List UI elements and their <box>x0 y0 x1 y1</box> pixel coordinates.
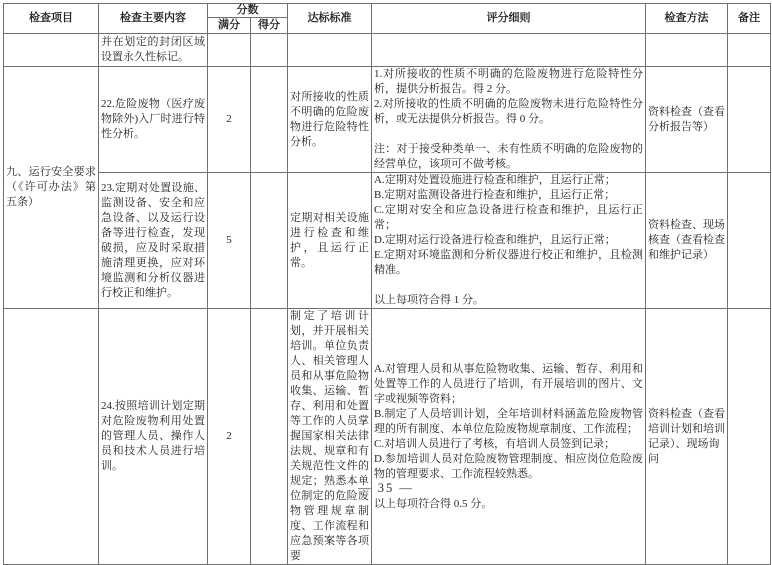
full-score-cell-24: 2 <box>208 309 251 565</box>
remark-cell-24 <box>728 309 771 565</box>
full-score-cell-23: 5 <box>208 173 251 309</box>
content-cell-23: 23.定期对处置设施、监测设备、安全和应急设备、以及运行设备等进行检查，发现破损，应及时采取措施清理更换，应对环境监测和分析仪器进行校正和维护。 <box>99 173 208 309</box>
header-standard: 达标标准 <box>288 4 372 34</box>
got-score-cell-empty <box>251 34 288 67</box>
remark-cell-22 <box>728 67 771 173</box>
header-main-content: 检查主要内容 <box>99 4 208 34</box>
full-score-cell-22: 2 <box>208 67 251 173</box>
got-score-cell-22 <box>251 67 288 173</box>
category-cell: 九、运行安全要求（《许可办法》第五条） <box>4 67 99 309</box>
header-score-group: 分数 <box>208 4 288 18</box>
remark-cell-23 <box>728 173 771 309</box>
header-scoring-rules: 评分细则 <box>372 4 646 34</box>
table-row-item-23 <box>4 173 771 309</box>
rules-cell-23: A.定期对处置设施进行检查和维护，且运行正常； B.定期对监测设备进行检查和维护，且运行正常； C.定期对安全和应急设备进行检查和维护，且运行正常； D.定期对运行设备进行检查和维护，且运行正常； E.定期对环境监测和分析仪器进行校正和维护，且检测精准。 以上每项符合得 1 分。 <box>372 173 646 309</box>
header-got-score: 得分 <box>251 18 288 34</box>
header-row-1 <box>4 4 771 18</box>
standard-cell-24: 制定了培训计划，并开展相关培训。单位负责人、相关管理人员和从事危险物收集、运输、暂存、利用和处置等工作的人员掌握国家相关法律法规、规章和有关规范性文件的规定；熟悉本单位制定的危险废物管理规章制度、工作流程和应急预案等各项要 <box>288 309 372 565</box>
remark-cell-empty <box>728 34 771 67</box>
method-cell-24: 资料检查（查看培训计划和培训记录）、现场询问 <box>646 309 728 565</box>
rules-cell-24: A.对管理人员和从事危险物收集、运输、暂存、利用和处置等工作的人员进行了培训，有开展培训的图片、文字或视频等资料； B.制定了人员培训计划，全年培训材料涵盖危险废物管理的所有制度、本单位危险废物规章制度、工作流程； C.对培训人员进行了考核，有培训人员签到记录； D.参加培训人员对危险废物管理制度、相应岗位危险废物的管理要求、工作流程较熟悉。 以上每项符合得 0.5 分。 <box>372 309 646 565</box>
standard-cell-empty <box>288 34 372 67</box>
got-score-cell-24 <box>251 309 288 565</box>
standard-cell-23: 定期对相关设施进行检查和维护，且运行正常。 <box>288 173 372 309</box>
standard-cell-22: 对所接收的性质不明确的危险废物进行危险特性分析。 <box>288 67 372 173</box>
full-score-cell-empty <box>208 34 251 67</box>
content-cell-22: 22.危险废物（医疗废物除外)入厂时进行特性分析。 <box>99 67 208 173</box>
item-cell-empty <box>4 34 99 67</box>
carryover-content-cell: 并在划定的封闭区域设置永久性标记。 <box>99 34 208 67</box>
item-cell-empty-24 <box>4 309 99 565</box>
header-inspection-item: 检查项目 <box>4 4 99 34</box>
method-cell-22: 资料检查（查看分析报告等） <box>646 67 728 173</box>
table-row-carryover <box>4 34 771 67</box>
page-number: — 35 — <box>358 481 414 495</box>
method-cell-23: 资料检查、现场核查（查看检查和维护记录） <box>646 173 728 309</box>
method-cell-empty <box>646 34 728 67</box>
header-full-score: 满分 <box>208 18 251 34</box>
header-inspection-method: 检查方法 <box>646 4 728 34</box>
table-row-item-22 <box>4 67 771 173</box>
got-score-cell-23 <box>251 173 288 309</box>
rules-cell-22: 1.对所接收的性质不明确的危险废物进行危险特性分析，提供分析报告。得 2 分。 2.对所接收的性质不明确的危险废物未进行危险特性分析，或无法提供分析报告。得 0 分。 注：对于接受种类单一、未有性质不明确的危险废物的经营单位，该项可不做考核。 <box>372 67 646 173</box>
header-remark: 备注 <box>728 4 771 34</box>
content-cell-24: 24.按照培训计划定期对危险废物利用处置的管理人员、操作人员和技术人员进行培训。 <box>99 309 208 565</box>
rules-cell-empty <box>372 34 646 67</box>
table-row-item-24 <box>4 309 771 565</box>
